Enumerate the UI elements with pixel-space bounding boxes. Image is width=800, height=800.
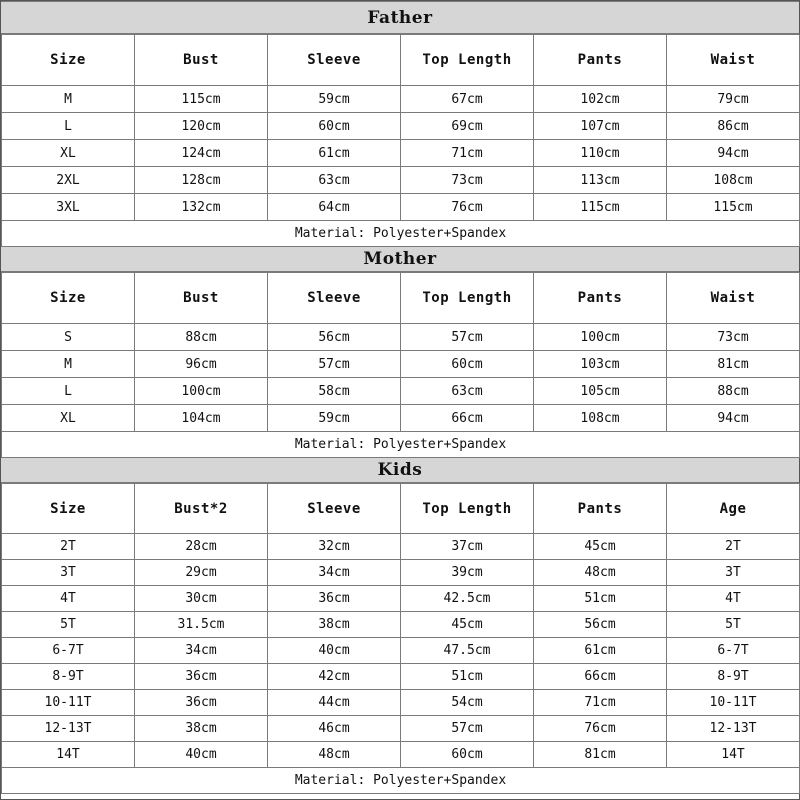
table-cell: 128cm (135, 167, 268, 194)
table-row (2, 113, 800, 140)
table-cell: 61cm (534, 638, 667, 664)
table-cell: 51cm (534, 586, 667, 612)
table-cell: 94cm (667, 140, 800, 167)
column-header: Pants (534, 35, 667, 86)
table-cell: 132cm (135, 194, 268, 221)
table-cell: 38cm (135, 716, 268, 742)
table-cell: 81cm (534, 742, 667, 768)
table-cell: 12-13T (667, 716, 800, 742)
table-cell: 32cm (268, 534, 401, 560)
table-cell: 61cm (268, 140, 401, 167)
table-cell: 29cm (135, 560, 268, 586)
table-cell: 104cm (135, 405, 268, 432)
table-cell: 63cm (401, 378, 534, 405)
column-header: Size (2, 273, 135, 324)
column-header: Size (2, 35, 135, 86)
column-header: Pants (534, 484, 667, 534)
table-row (2, 194, 800, 221)
column-header: Top Length (401, 484, 534, 534)
table-cell: 38cm (268, 612, 401, 638)
table-cell: 51cm (401, 664, 534, 690)
mother-header-row (2, 273, 800, 324)
table-cell: 58cm (268, 378, 401, 405)
table-cell: 54cm (401, 690, 534, 716)
table-cell: 14T (667, 742, 800, 768)
table-cell: 47.5cm (401, 638, 534, 664)
table-row (2, 742, 800, 768)
table-cell: 108cm (667, 167, 800, 194)
kids-title: Kids (377, 460, 423, 480)
column-header: Age (667, 484, 800, 534)
table-row (2, 351, 800, 378)
table-cell: 8-9T (667, 664, 800, 690)
material-row (2, 221, 800, 247)
column-header: Size (2, 484, 135, 534)
table-cell: 115cm (534, 194, 667, 221)
table-cell: 10-11T (667, 690, 800, 716)
table-cell: 66cm (534, 664, 667, 690)
table-cell: 88cm (667, 378, 800, 405)
table-cell: 115cm (135, 86, 268, 113)
table-cell: 57cm (268, 351, 401, 378)
father-header-row (2, 35, 800, 86)
table-cell: 10-11T (2, 690, 135, 716)
kids-size-table (1, 483, 800, 794)
table-cell: 60cm (401, 351, 534, 378)
table-cell: 45cm (401, 612, 534, 638)
table-cell: 4T (667, 586, 800, 612)
table-cell: 5T (2, 612, 135, 638)
table-row (2, 586, 800, 612)
table-cell: 42cm (268, 664, 401, 690)
table-cell: 40cm (268, 638, 401, 664)
table-cell: 113cm (534, 167, 667, 194)
column-header: Pants (534, 273, 667, 324)
column-header: Top Length (401, 35, 534, 86)
table-cell: 79cm (667, 86, 800, 113)
table-cell: 12-13T (2, 716, 135, 742)
column-header: Waist (667, 273, 800, 324)
table-row (2, 716, 800, 742)
table-cell: 40cm (135, 742, 268, 768)
table-cell: 36cm (268, 586, 401, 612)
table-cell: 124cm (135, 140, 268, 167)
table-cell: 36cm (135, 664, 268, 690)
table-cell: 69cm (401, 113, 534, 140)
table-cell: 67cm (401, 86, 534, 113)
table-cell: 6-7T (2, 638, 135, 664)
table-cell: 44cm (268, 690, 401, 716)
table-cell: 73cm (667, 324, 800, 351)
material-row (2, 432, 800, 458)
table-cell: 34cm (268, 560, 401, 586)
column-header: Top Length (401, 273, 534, 324)
table-cell: 2T (2, 534, 135, 560)
table-cell: 56cm (534, 612, 667, 638)
table-cell: 5T (667, 612, 800, 638)
table-cell: 57cm (401, 716, 534, 742)
table-cell: 3XL (2, 194, 135, 221)
table-cell: 73cm (401, 167, 534, 194)
table-cell: 56cm (268, 324, 401, 351)
table-cell: M (2, 351, 135, 378)
table-cell: 8-9T (2, 664, 135, 690)
column-header: Sleeve (268, 273, 401, 324)
father-title: Father (367, 8, 433, 28)
table-cell: 42.5cm (401, 586, 534, 612)
table-cell: 81cm (667, 351, 800, 378)
table-cell: 14T (2, 742, 135, 768)
table-cell: 2T (667, 534, 800, 560)
table-cell: 4T (2, 586, 135, 612)
table-cell: 102cm (534, 86, 667, 113)
kids-section-title (1, 457, 799, 483)
material-note: Material: Polyester+Spandex (2, 432, 800, 458)
table-cell: 39cm (401, 560, 534, 586)
column-header: Bust (135, 273, 268, 324)
table-cell: 105cm (534, 378, 667, 405)
table-cell: XL (2, 405, 135, 432)
table-cell: 48cm (534, 560, 667, 586)
material-note: Material: Polyester+Spandex (2, 768, 800, 794)
table-row (2, 140, 800, 167)
kids-header-row (2, 484, 800, 534)
table-cell: 48cm (268, 742, 401, 768)
table-cell: 36cm (135, 690, 268, 716)
table-cell: 63cm (268, 167, 401, 194)
table-cell: 71cm (534, 690, 667, 716)
table-row (2, 560, 800, 586)
table-cell: 31.5cm (135, 612, 268, 638)
table-cell: S (2, 324, 135, 351)
table-cell: 37cm (401, 534, 534, 560)
table-row (2, 690, 800, 716)
table-row (2, 638, 800, 664)
father-size-table (1, 34, 800, 247)
table-cell: 66cm (401, 405, 534, 432)
table-cell: 59cm (268, 405, 401, 432)
table-cell: 86cm (667, 113, 800, 140)
table-row (2, 405, 800, 432)
table-cell: 2XL (2, 167, 135, 194)
mother-title: Mother (363, 249, 437, 269)
column-header: Waist (667, 35, 800, 86)
table-cell: M (2, 86, 135, 113)
column-header: Sleeve (268, 484, 401, 534)
table-cell: 60cm (401, 742, 534, 768)
table-row (2, 167, 800, 194)
table-cell: 30cm (135, 586, 268, 612)
table-cell: 34cm (135, 638, 268, 664)
table-cell: 115cm (667, 194, 800, 221)
table-row (2, 664, 800, 690)
table-row (2, 378, 800, 405)
table-cell: 100cm (135, 378, 268, 405)
table-cell: 120cm (135, 113, 268, 140)
mother-size-table (1, 272, 800, 458)
table-cell: 60cm (268, 113, 401, 140)
table-cell: 76cm (534, 716, 667, 742)
table-cell: 100cm (534, 324, 667, 351)
table-cell: 46cm (268, 716, 401, 742)
table-cell: 88cm (135, 324, 268, 351)
table-cell: 96cm (135, 351, 268, 378)
table-cell: 71cm (401, 140, 534, 167)
column-header: Sleeve (268, 35, 401, 86)
table-cell: 64cm (268, 194, 401, 221)
table-cell: XL (2, 140, 135, 167)
table-cell: 3T (2, 560, 135, 586)
table-cell: 28cm (135, 534, 268, 560)
table-cell: 3T (667, 560, 800, 586)
table-row (2, 86, 800, 113)
table-cell: 107cm (534, 113, 667, 140)
table-cell: 6-7T (667, 638, 800, 664)
table-cell: 108cm (534, 405, 667, 432)
table-cell: 57cm (401, 324, 534, 351)
table-cell: 45cm (534, 534, 667, 560)
table-cell: 94cm (667, 405, 800, 432)
material-note: Material: Polyester+Spandex (2, 221, 800, 247)
mother-section-title (1, 246, 799, 272)
father-section-title (1, 1, 799, 34)
material-row (2, 768, 800, 794)
column-header: Bust (135, 35, 268, 86)
table-cell: 76cm (401, 194, 534, 221)
table-row (2, 612, 800, 638)
table-cell: 103cm (534, 351, 667, 378)
table-cell: L (2, 378, 135, 405)
table-cell: 110cm (534, 140, 667, 167)
table-row (2, 324, 800, 351)
table-cell: 59cm (268, 86, 401, 113)
table-cell: L (2, 113, 135, 140)
column-header: Bust*2 (135, 484, 268, 534)
table-row (2, 534, 800, 560)
